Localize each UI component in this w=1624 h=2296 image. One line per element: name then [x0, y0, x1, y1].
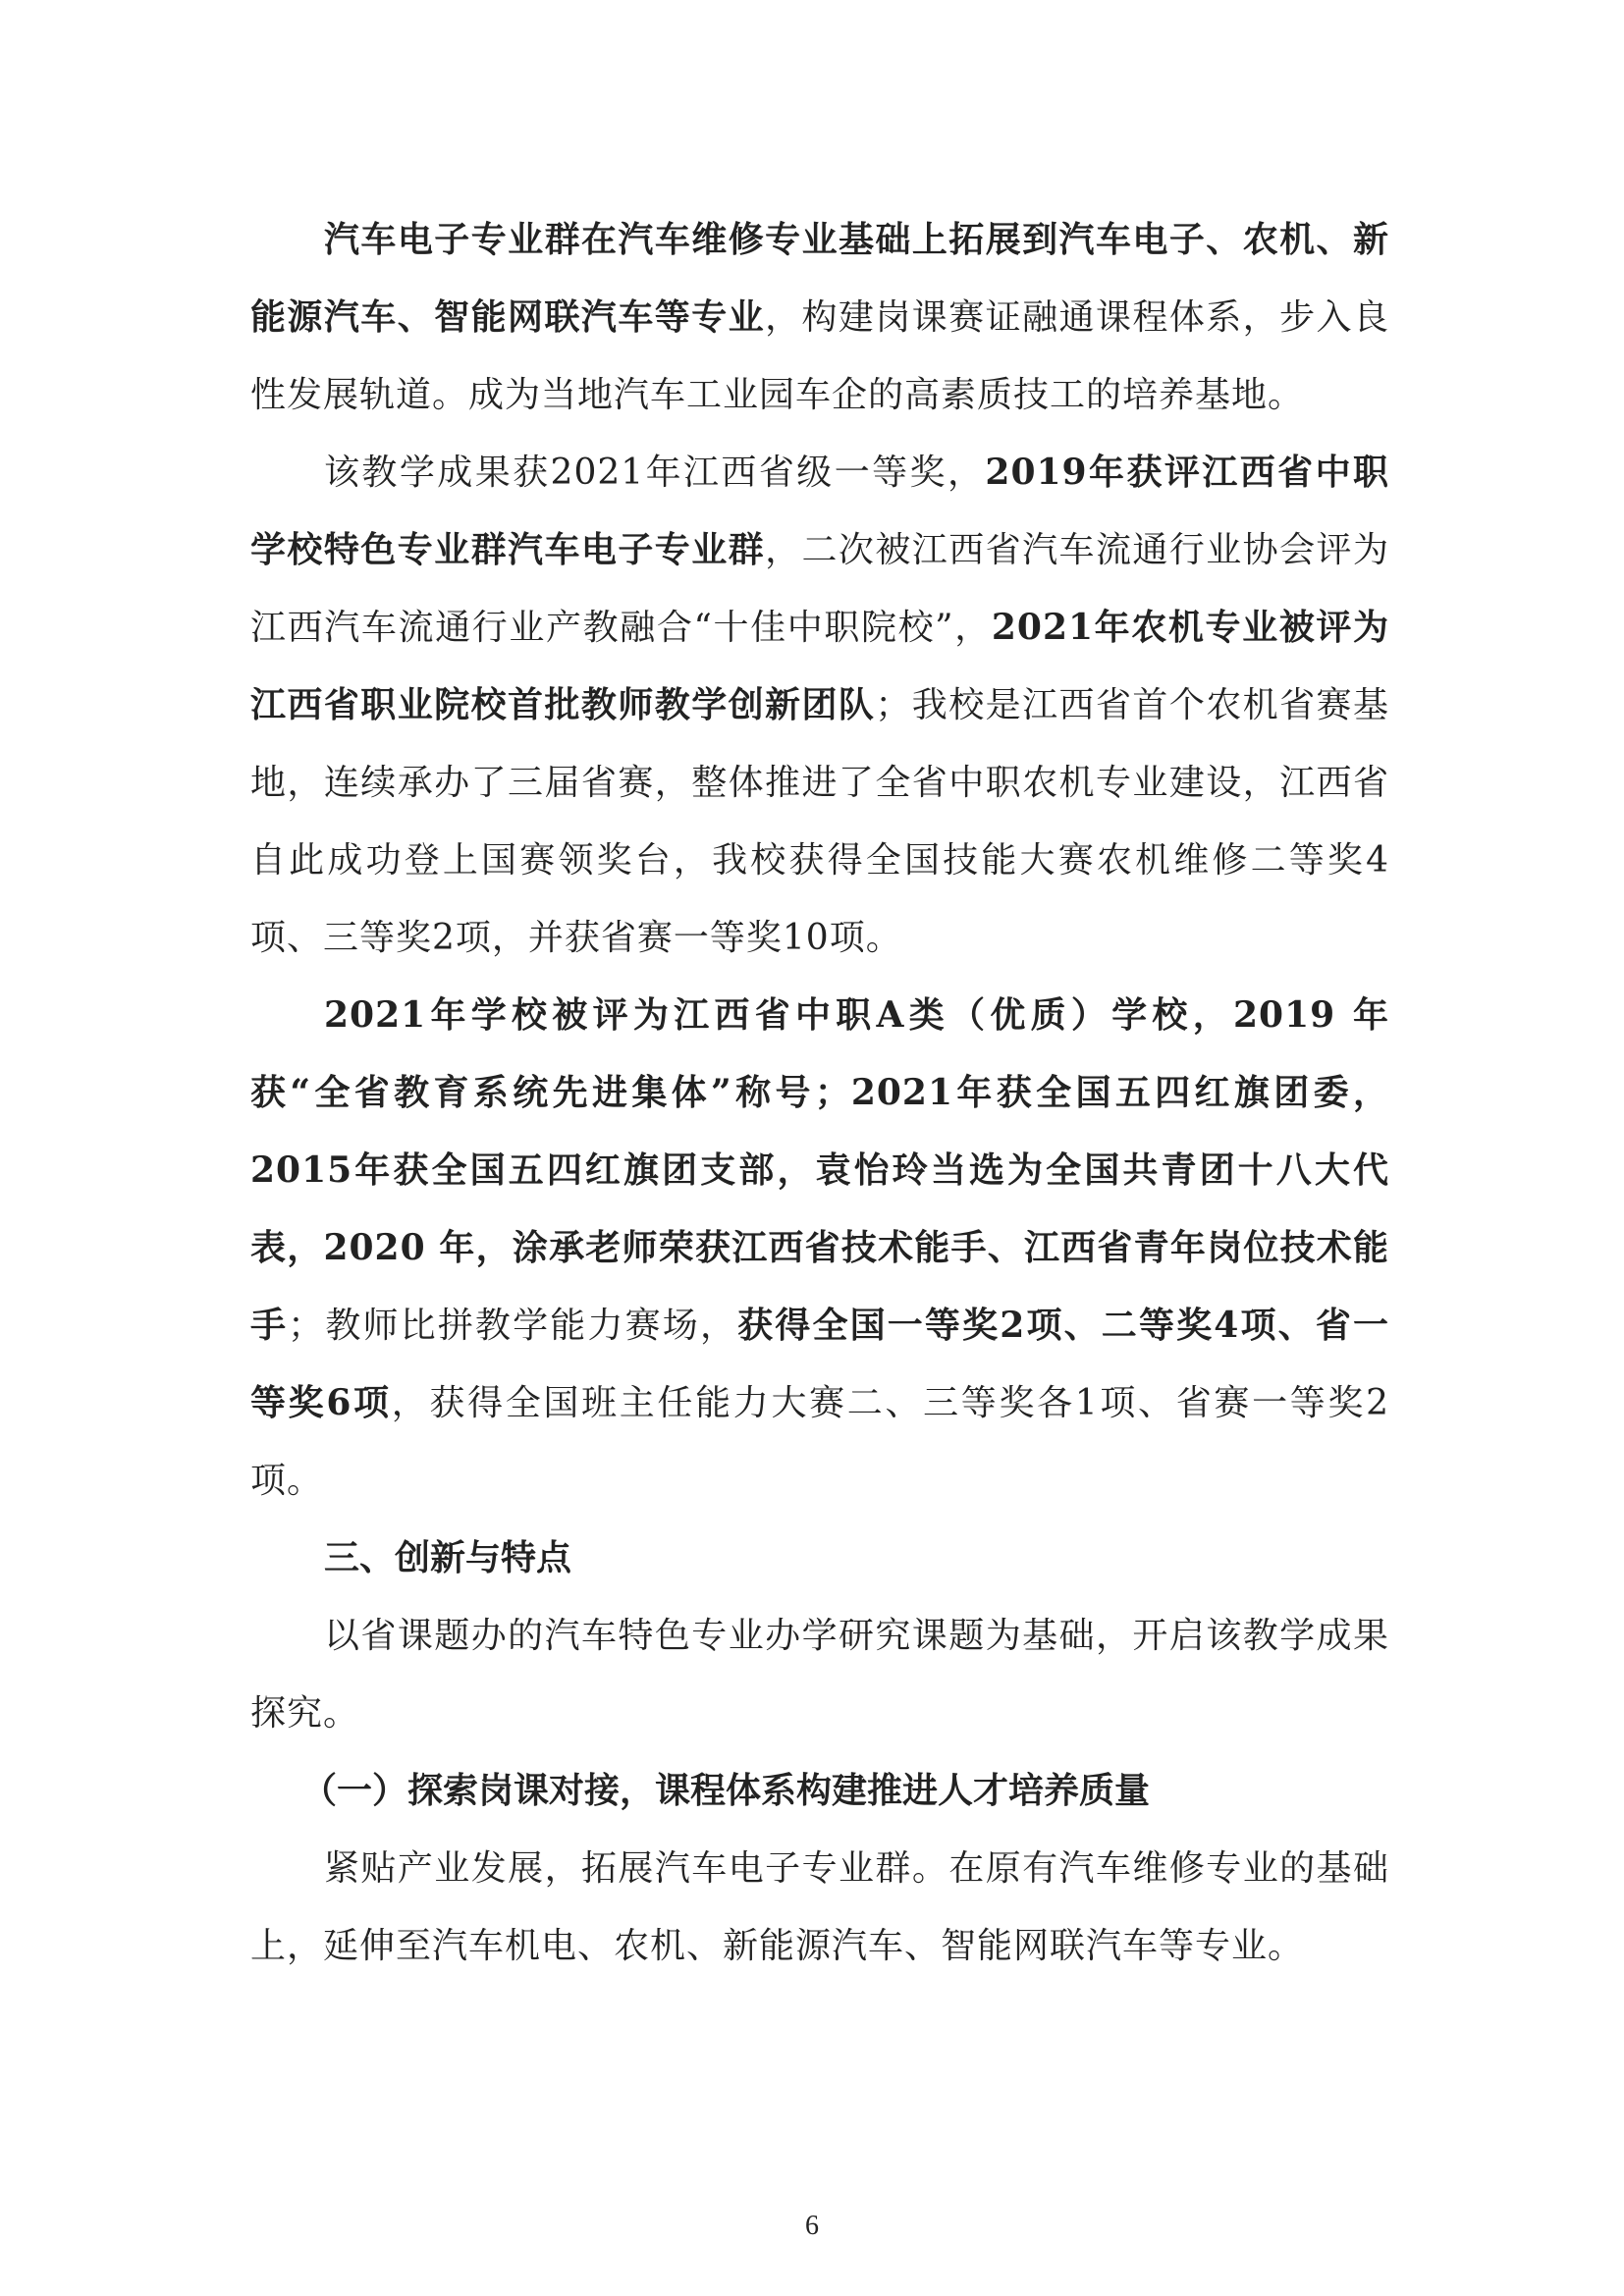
paragraph-school-honors [250, 977, 1389, 1520]
subsection-heading: （一）探索岗课对接，课程体系构建推进人才培养质量 [301, 1770, 1151, 1811]
bold-text: 汽车电子专业群在汽车维修专业基础上拓展到汽车电子、农机、新能源汽车、智能网联汽车等专业 [250, 219, 1389, 338]
paragraph-auto-electronics-group [250, 201, 1389, 434]
bold-text: 2021年学校被评为江西省中职A类（优质）学校，2019 年获“全省教育系统先进集体”称号；2021年获全国五四红旗团委，2015年获全国五四红旗团支部，袁怡玲当选为全国共青团十八大代表，2020 年，涂承老师荣获江西省技术能手、江西省青年岗位技术能手 [250, 994, 1389, 1346]
paragraph-industry-development: 紧贴产业发展，拓展汽车电子专业群。在原有汽车维修专业的基础上，延伸至汽车机电、农机、新能源汽车、智能网联汽车等专业。 [250, 1848, 1389, 1966]
bold-text: 2021年农机专业被评为江西省职业院校首批教师教学创新团队 [250, 607, 1390, 725]
body-text: 该教学成果获2021年江西省级一等奖， [324, 453, 986, 493]
body-text: ，二次被江西省汽车流通行业协会评为江西汽车流通行业产教融合“十佳中职院校”， [250, 530, 1389, 648]
paragraph-research-basis: 以省课题办的汽车特色专业办学研究课题为基础，开启该教学成果探究。 [250, 1616, 1389, 1734]
page-number: 6 [805, 2211, 819, 2241]
body-text: ，获得全国班主任能力大赛二、三等奖各1项、省赛一等奖2项。 [250, 1383, 1389, 1501]
body-text: ；教师比拼教学能力赛场， [288, 1306, 738, 1346]
page-body [250, 201, 1389, 1985]
bold-text: 获得全国一等奖2项、二等奖4项、省一等奖6项 [250, 1305, 1389, 1423]
bold-text: 2019年获评江西省中职学校特色专业群汽车电子专业群 [250, 452, 1389, 570]
paragraph-awards [250, 434, 1389, 977]
body-text: ，构建岗课赛证融通课程体系，步入良性发展轨道。成为当地汽车工业园车企的高素质技工的培养基地。 [250, 297, 1389, 415]
body-text: ；我校是江西省首个农机省赛基地，连续承办了三届省赛，整体推进了全省中职农机专业建设，江西省自此成功登上国赛领奖台，我校获得全国技能大赛农机维修二等奖4项、三等奖2项，并获省赛一等奖10项。 [250, 685, 1389, 958]
section-heading: 三、创新与特点 [324, 1537, 572, 1578]
